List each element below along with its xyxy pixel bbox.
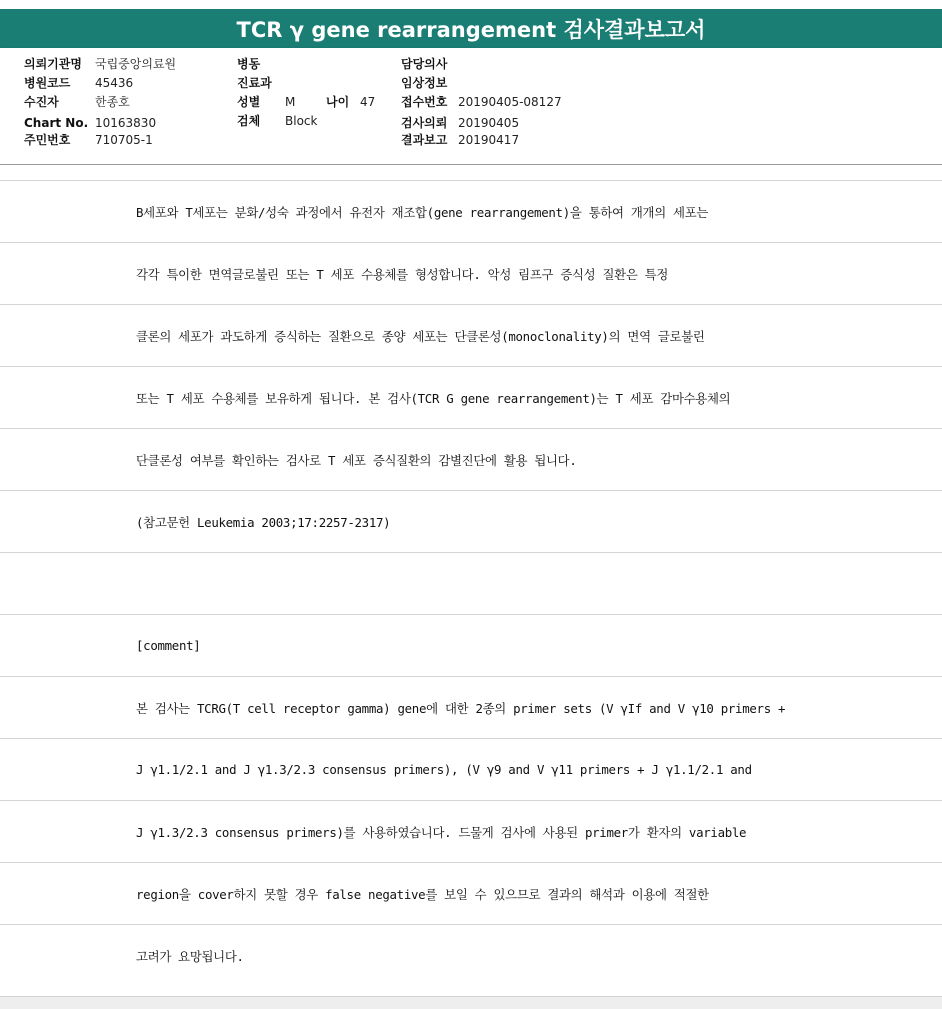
comment-heading-line — [0, 614, 942, 676]
chart-no-value: 10163830 — [95, 116, 157, 130]
text-line — [0, 428, 942, 490]
text-line — [0, 676, 942, 738]
sex-label: 성별 — [237, 95, 261, 109]
specimen-label: 검체 — [237, 114, 261, 128]
receipt-no-value: 20190405-08127 — [458, 95, 562, 109]
text-line — [0, 242, 942, 304]
institution-label: 의뢰기관명 — [24, 57, 82, 71]
resident-no-label: 주민번호 — [24, 133, 71, 147]
report-date-label: 결과보고 — [401, 133, 448, 147]
text-line — [0, 304, 942, 366]
bottom-edge — [0, 996, 942, 1009]
text-line — [0, 366, 942, 428]
text-line-content: J γ1.3/2.3 consensus primers)를 사용하였습니다. 드물게 검사에 사용된 primer가 환자의 variable — [136, 824, 747, 840]
ward-label: 병동 — [237, 57, 261, 71]
text-line — [0, 924, 942, 986]
comment-heading: [comment] — [136, 638, 201, 653]
department-label: 진료과 — [237, 76, 272, 90]
hospital-code-label: 병원코드 — [24, 76, 71, 90]
empty-line — [0, 552, 942, 614]
receipt-no-label: 접수번호 — [401, 95, 448, 109]
sex-value: M — [285, 95, 296, 109]
text-line-content: 고려가 요망됩니다. — [136, 948, 244, 964]
text-line-content: J γ1.1/2.1 and J γ1.3/2.3 consensus primers), (V γ9 and V γ11 primers + J γ1.1/2.1 and — [136, 762, 752, 777]
institution-value: 국립중앙의료원 — [95, 57, 177, 71]
request-date-value: 20190405 — [458, 116, 520, 130]
text-line-content: 각각 특이한 면역글로불린 또는 T 세포 수용체를 형성합니다. 악성 림프구 증식성 질환은 특정 — [136, 266, 669, 282]
text-line-content: 클론의 세포가 과도하게 증식하는 질환으로 종양 세포는 단클론성(monoclonality)의 면역 글로불린 — [136, 328, 705, 344]
top-spacer — [0, 0, 942, 9]
resident-no-value: 710705-1 — [95, 133, 153, 147]
text-line — [0, 738, 942, 800]
age-value: 47 — [360, 95, 376, 109]
text-line — [0, 800, 942, 862]
text-line-content: 또는 T 세포 수용체를 보유하게 됩니다. 본 검사(TCR G gene rearrangement)는 T 세포 감마수용체의 — [136, 390, 731, 406]
patient-info-panel — [0, 48, 942, 165]
text-line-content: 본 검사는 TCRG(T cell receptor gamma) gene에 대한 2종의 primer sets (V γIf and V γ10 primers + — [136, 700, 786, 716]
age-label: 나이 — [326, 95, 350, 109]
text-line — [0, 862, 942, 924]
text-line-content: 단클론성 여부를 확인하는 검사로 T 세포 증식질환의 감별진단에 활용 됩니다. — [136, 452, 577, 468]
section-spacer — [0, 165, 942, 181]
patient-label: 수진자 — [24, 95, 59, 109]
hospital-code-value: 45436 — [95, 76, 134, 90]
clinical-info-label: 임상정보 — [401, 76, 448, 90]
doctor-label: 담당의사 — [401, 57, 448, 71]
text-line — [0, 490, 942, 552]
text-line-content: B세포와 T세포는 분화/성숙 과정에서 유전자 재조합(gene rearrangement)을 통하여 개개의 세포는 — [136, 204, 709, 220]
text-line-content: (참고문헌 Leukemia 2003;17:2257-2317) — [136, 514, 391, 530]
specimen-value: Block — [285, 114, 318, 128]
report-body — [0, 180, 942, 986]
report-date-value: 20190417 — [458, 133, 520, 147]
patient-value: 한종호 — [95, 95, 130, 109]
text-line-content: region을 cover하지 못할 경우 false negative를 보일 수 있으므로 결과의 해석과 이용에 적절한 — [136, 886, 709, 902]
text-line — [0, 180, 942, 242]
chart-no-label: Chart No. — [24, 116, 89, 130]
report-title: TCR γ gene rearrangement 검사결과보고서 — [0, 9, 942, 48]
request-date-label: 검사의뢰 — [401, 116, 448, 130]
